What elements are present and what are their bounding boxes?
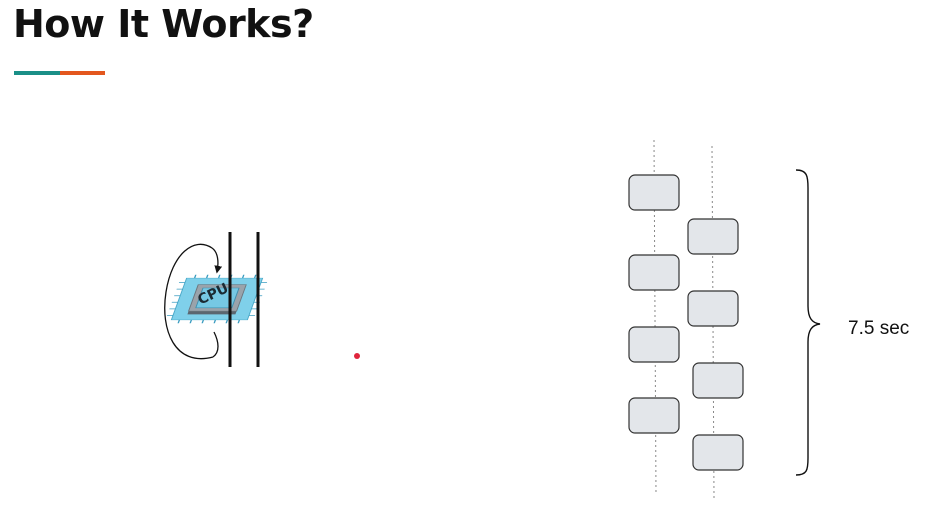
duration-brace xyxy=(796,170,820,475)
cpu-label: CPU xyxy=(195,280,232,309)
task-block xyxy=(693,435,743,470)
task-block xyxy=(688,291,738,326)
pointer-dot xyxy=(354,353,360,359)
task-block xyxy=(629,398,679,433)
task-block xyxy=(688,219,738,254)
loop-arrow-tail xyxy=(213,332,218,357)
task-block xyxy=(629,327,679,362)
task-block xyxy=(629,175,679,210)
slide-title: How It Works? xyxy=(13,2,314,46)
task-block xyxy=(629,255,679,290)
task-block xyxy=(693,363,743,398)
duration-label: 7.5 sec xyxy=(848,318,910,339)
